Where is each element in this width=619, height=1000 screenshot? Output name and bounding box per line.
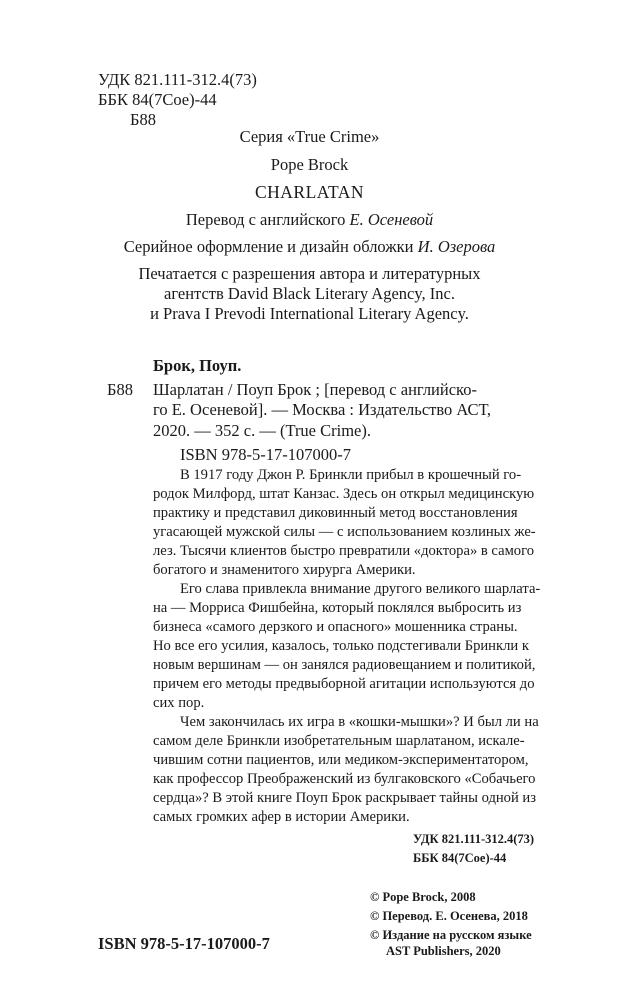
annotation-line: бизнеса «самого дерзкого и опасного» мошенника страны.: [153, 619, 518, 635]
translation-prefix: Перевод с английского: [185, 210, 350, 229]
annotation-line: Чем закончилась их игра в «кошки-мышки»? И был ли на: [180, 714, 539, 730]
annotation-line: причем его методы предвыборной агитации используются до: [153, 676, 535, 692]
catalog-entry-line: Шарлатан / Поуп Брок ; [перевод с английско-: [153, 380, 477, 399]
permission-line: и Prava I Prevodi International Literary Agency.: [150, 304, 469, 323]
original-title: CHARLATAN: [254, 182, 365, 202]
bbk-code: ББК 84(7Сое)-44: [98, 90, 217, 109]
footer-bbk: ББК 84(7Сое)-44: [413, 851, 507, 865]
footer-udk: УДК 821.111-312.4(73): [413, 832, 535, 846]
annotation-line: самом деле Бринкли изобретательным шарлатаном, искале-: [153, 733, 525, 749]
permission-line: Печатается с разрешения автора и литературных: [138, 264, 481, 283]
translation-credit: [0, 210, 619, 230]
catalog-code: Б88: [107, 380, 133, 399]
copyright-line: © Издание на русском языке: [370, 928, 532, 942]
annotation-line: лез. Тысячи клиентов быстро превратили «доктора» в самого: [153, 543, 535, 559]
copyright-line: © Pope Brock, 2008: [370, 890, 476, 904]
author-code: Б88: [130, 110, 156, 129]
catalog-heading: Брок, Поуп.: [153, 356, 242, 375]
annotation-line: угасающей мужской силы — с использованием козлиных же-: [153, 524, 536, 540]
design-credit: [0, 237, 619, 257]
translator-name: Е. Осеневой: [349, 210, 434, 229]
copyright-line: AST Publishers, 2020: [386, 944, 501, 958]
annotation-line: Но все его усилия, казалось, только подстегивали Бринкли к: [153, 638, 529, 654]
original-author: Pope Brock: [270, 155, 349, 174]
designer-name: И. Озерова: [417, 237, 496, 256]
permission-line: агентств David Black Literary Agency, Inc.: [164, 284, 455, 303]
annotation-line: сих пор.: [153, 695, 205, 711]
annotation-line: В 1917 году Джон Р. Бринкли прибыл в крошечный го-: [180, 467, 522, 483]
design-prefix: Серийное оформление и дизайн обложки: [123, 237, 418, 256]
annotation-line: как профессор Преображенский из булгаковского «Собачьего: [153, 771, 536, 787]
annotation-line: самых громких афер в истории Америки.: [153, 809, 410, 825]
annotation-line: новым вершинам — он занялся радиовещанием и политикой,: [153, 657, 536, 673]
annotation-line: Его слава привлекла внимание другого великого шарлата-: [180, 581, 541, 597]
catalog-entry-line: го Е. Осеневой]. — Москва : Издательство АСТ,: [153, 400, 492, 419]
annotation-line: чившим сотни пациентов, или медиком-экспериментатором,: [153, 752, 529, 768]
copyright-line: © Перевод. Е. Осенева, 2018: [370, 909, 528, 923]
annotation-line: богатого и знаменитого хирурга Америки.: [153, 562, 416, 578]
series-line: Серия «True Crime»: [239, 127, 380, 146]
annotation-line: на — Морриса Фишбейна, который поклялся выбросить из: [153, 600, 522, 616]
udk-code: УДК 821.111-312.4(73): [98, 70, 257, 89]
catalog-entry-line: 2020. — 352 с. — (True Crime).: [153, 421, 371, 440]
catalog-isbn: ISBN 978-5-17-107000-7: [180, 445, 351, 464]
isbn-footer: ISBN 978-5-17-107000-7: [98, 934, 270, 953]
annotation-line: сердца»? В этой книге Поуп Брок раскрывает тайны одной из: [153, 790, 537, 806]
annotation-line: практику и представил диковинный метод восстановления: [153, 505, 518, 521]
annotation-line: родок Милфорд, штат Канзас. Здесь он открыл медицинскую: [153, 486, 535, 502]
